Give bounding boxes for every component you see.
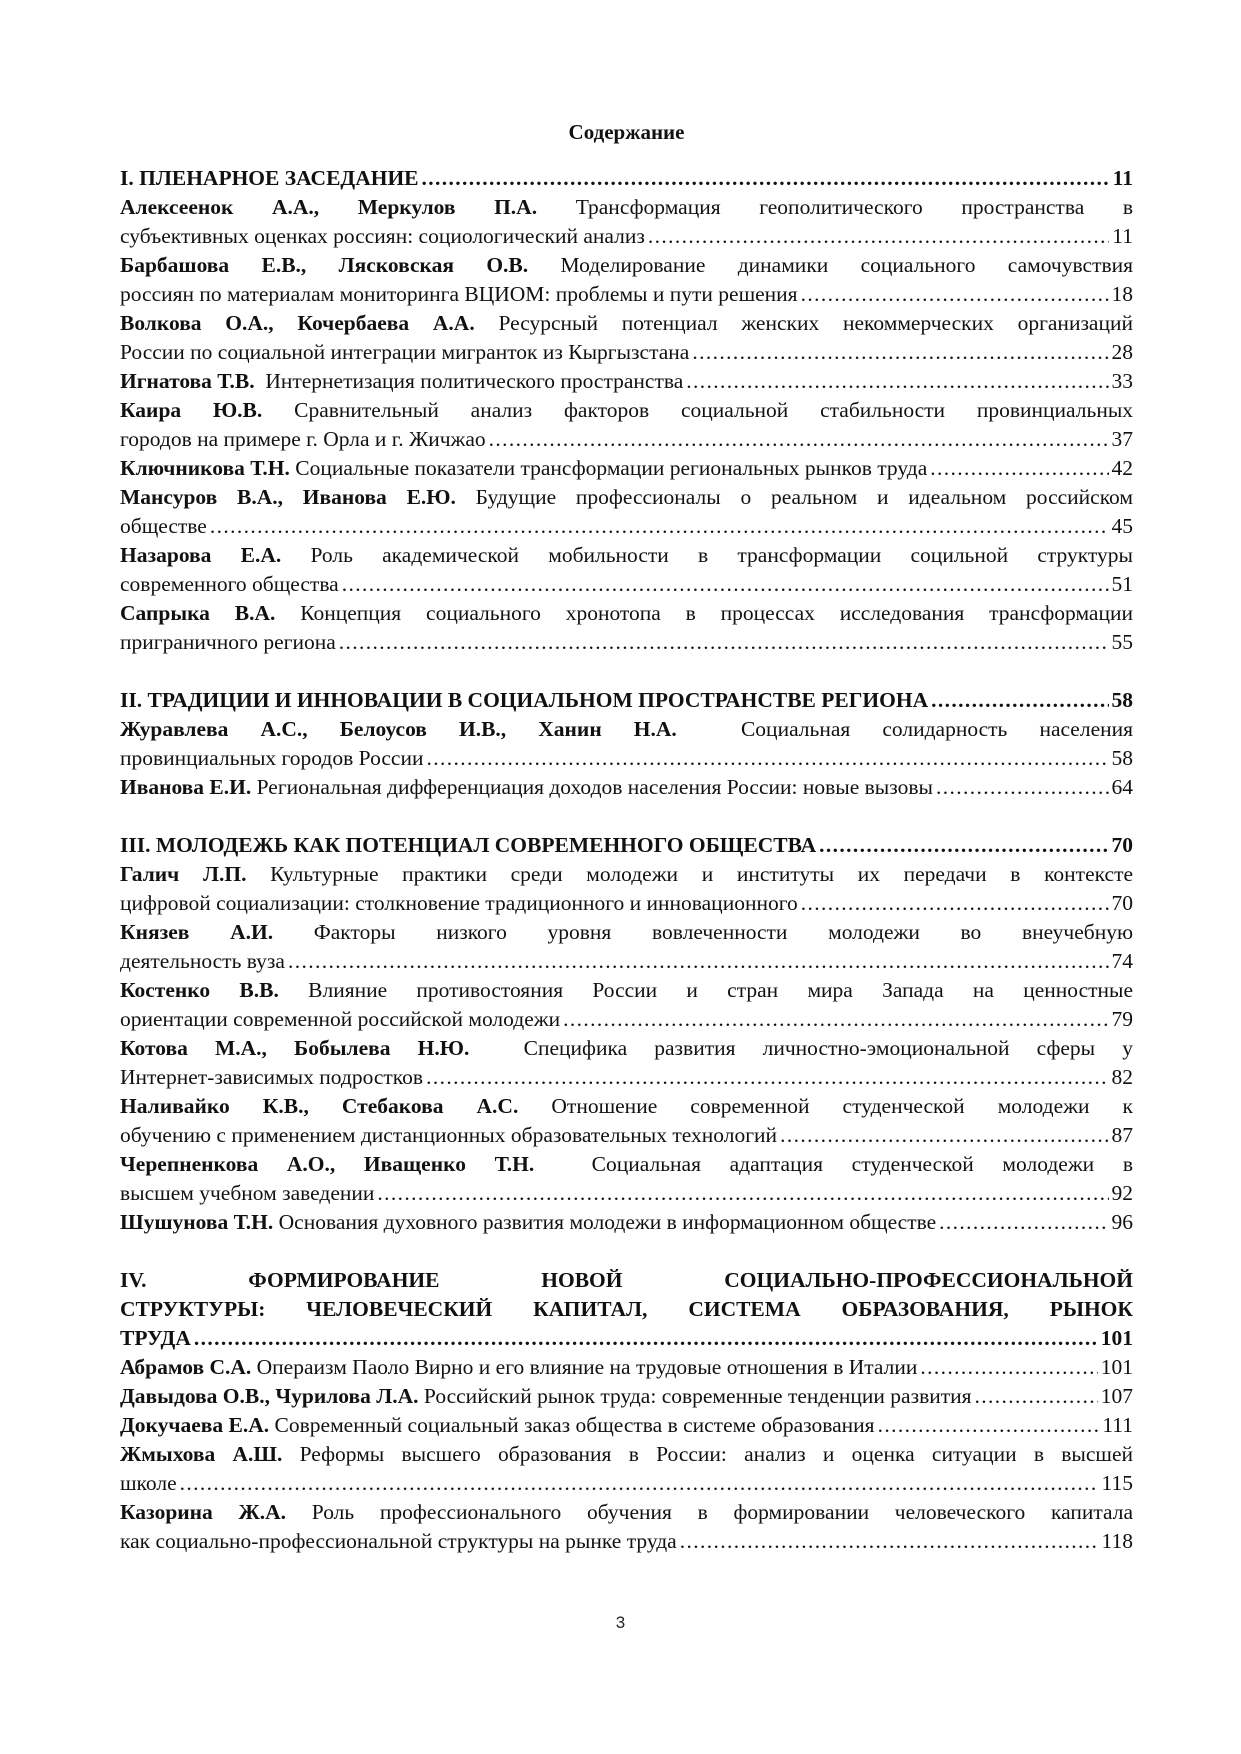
toc-entry[interactable] <box>120 599 1133 657</box>
entry-authors: Каира Ю.В. <box>120 398 263 422</box>
entry-authors: Назарова Е.А. <box>120 543 282 567</box>
leader-dots <box>426 1063 1108 1092</box>
entry-title-line2: россиян по материалам мониторинга ВЦИОМ: проблемы и пути решения <box>120 282 798 306</box>
entry-authors: Иванова Е.И. <box>120 775 252 799</box>
entry-title-line1: Моделирование динамики социального самочувствия <box>560 253 1134 277</box>
entry-title-line2: обществе <box>120 514 207 538</box>
entry-authors: Давыдова О.В., Чурилова Л.А. <box>120 1384 419 1408</box>
entry-authors: Абрамов С.А. <box>120 1355 252 1379</box>
entry-title-line2: России по социальной интеграции мигранток из Кыргызстана <box>120 340 690 364</box>
entry-title-line1: Роль профессионального обучения в формировании человеческого капитала <box>311 1500 1133 1524</box>
entry-title: Российский рынок труда: современные тенденции развития <box>423 1384 972 1408</box>
toc-entry[interactable] <box>120 1092 1133 1150</box>
entry-title-line2: цифровой социализации: столкновение традиционного и инновационного <box>120 891 798 915</box>
section-page: 101 <box>1100 1326 1133 1350</box>
section-page: 11 <box>1112 166 1133 190</box>
page-number: 3 <box>615 1613 626 1632</box>
entry-page: 107 <box>1100 1384 1133 1408</box>
entry-title-line2: приграничного региона <box>120 630 336 654</box>
section-heading[interactable] <box>120 1266 1133 1353</box>
entry-authors: Костенко В.В. <box>120 978 279 1002</box>
entry-title: Социальные показатели трансформации региональных рынков труда <box>295 456 928 480</box>
toc-entry[interactable] <box>120 483 1133 541</box>
entry-page: 58 <box>1111 746 1133 770</box>
toc-entry[interactable] <box>120 1440 1133 1498</box>
toc-entry[interactable] <box>120 976 1133 1034</box>
section-heading-text: I. ПЛЕНАРНОЕ ЗАСЕДАНИЕ <box>120 166 419 190</box>
entry-title-line1: Культурные практики среди молодежи и институты их передачи в контексте <box>270 862 1134 886</box>
entry-page: 96 <box>1111 1210 1133 1234</box>
leader-dots <box>342 570 1109 599</box>
entry-page: 118 <box>1101 1529 1133 1553</box>
entry-title: Операизм Паоло Вирно и его влияние на трудовые отношения в Италии <box>256 1355 918 1379</box>
section-heading-text: III. МОЛОДЕЖЬ КАК ПОТЕНЦИАЛ СОВРЕМЕННОГО ОБЩЕСТВА <box>120 833 817 857</box>
section-page: 70 <box>1111 833 1133 857</box>
leader-dots <box>878 1411 1100 1440</box>
entry-page: 64 <box>1111 775 1133 799</box>
entry-title-line2: как социально-профессиональной структуры на рынке труда <box>120 1529 677 1553</box>
entry-page: 11 <box>1112 224 1133 248</box>
entry-title-line1: Будущие профессионалы о реальном и идеальном российском <box>475 485 1134 509</box>
toc-section-2 <box>120 686 1133 802</box>
toc-entry[interactable] <box>120 1382 1133 1411</box>
toc-page <box>120 118 1133 1585</box>
entry-authors: Котова М.А., Бобылева Н.Ю. <box>120 1036 470 1060</box>
leader-dots <box>422 164 1110 193</box>
entry-title-line1: Влияние противостояния России и стран мира Запада на ценностные <box>308 978 1134 1002</box>
entry-authors: Шушунова Т.Н. <box>120 1210 274 1234</box>
entry-title-line2: обучению с применением дистанционных образовательных технологий <box>120 1123 778 1147</box>
toc-entry[interactable] <box>120 1208 1133 1237</box>
section-heading[interactable] <box>120 686 1133 715</box>
entry-title-line1: Отношение современной студенческой молодежи к <box>551 1094 1133 1118</box>
section-heading-line2: СТРУКТУРЫ: ЧЕЛОВЕЧЕСКИЙ КАПИТАЛ, СИСТЕМА ОБРАЗОВАНИЯ, РЫНОК <box>120 1297 1133 1321</box>
entry-authors: Наливайко К.В., Стебакова А.С. <box>120 1094 519 1118</box>
entry-authors: Казорина Ж.А. <box>120 1500 287 1524</box>
entry-page: 82 <box>1111 1065 1133 1089</box>
leader-dots <box>931 686 1108 715</box>
entry-authors: Игнатова Т.В. <box>120 369 255 393</box>
toc-entry[interactable] <box>120 715 1133 773</box>
entry-page: 55 <box>1111 630 1133 654</box>
entry-authors: Журавлева А.С., Белоусов И.В., Ханин Н.А. <box>120 717 677 741</box>
entry-title-line2: школе <box>120 1471 177 1495</box>
entry-title-line1: Ресурсный потенциал женских некоммерческих организаций <box>498 311 1133 335</box>
entry-title: Современный социальный заказ общества в системе образования <box>274 1413 875 1437</box>
entry-title-line1: Концепция социального хронотопа в процессах исследования трансформации <box>300 601 1133 625</box>
entry-page: 111 <box>1102 1413 1133 1437</box>
leader-dots <box>920 1353 1097 1382</box>
entry-title-line2: высшем учебном заведении <box>120 1181 375 1205</box>
toc-entry[interactable] <box>120 1353 1133 1382</box>
leader-dots <box>377 1179 1108 1208</box>
leader-dots <box>563 1005 1108 1034</box>
entry-title-line2: субъективных оценках россиян: социологический анализ <box>120 224 645 248</box>
entry-title-line1: Специфика развития личностно-эмоциональной сферы у <box>523 1036 1134 1060</box>
entry-authors: Волкова О.А., Кочербаева А.А. <box>120 311 475 335</box>
leader-dots <box>975 1382 1098 1411</box>
toc-entry[interactable] <box>120 860 1133 918</box>
entry-title-line1: Факторы низкого уровня вовлеченности молодежи во внеучебную <box>313 920 1134 944</box>
toc-entry[interactable] <box>120 773 1133 802</box>
entry-title-line1: Роль академической мобильности в трансформации социльной структуры <box>310 543 1133 567</box>
entry-title-line2: ориентации современной российской молодежи <box>120 1007 561 1031</box>
entry-page: 74 <box>1111 949 1133 973</box>
leader-dots <box>686 367 1108 396</box>
entry-title-line1: Социальная солидарность населения <box>740 717 1134 741</box>
section-page: 58 <box>1111 688 1133 712</box>
entry-authors: Барбашова Е.В., Лясковская О.В. <box>120 253 529 277</box>
entry-page: 42 <box>1111 456 1133 480</box>
leader-dots <box>210 512 1109 541</box>
leader-dots <box>692 338 1108 367</box>
toc-entry[interactable] <box>120 541 1133 599</box>
toc-entry[interactable] <box>120 1150 1133 1208</box>
entry-authors: Сапрыка В.А. <box>120 601 276 625</box>
toc-entry[interactable] <box>120 367 1133 396</box>
entry-title-line1: Сравнительный анализ факторов социальной стабильности провинциальных <box>294 398 1134 422</box>
section-heading-line1: IV. ФОРМИРОВАНИЕ НОВОЙ СОЦИАЛЬНО-ПРОФЕССИОНАЛЬНОЙ <box>120 1268 1133 1292</box>
entry-authors: Ключникова Т.Н. <box>120 456 290 480</box>
section-heading-text: II. ТРАДИЦИИ И ИННОВАЦИИ В СОЦИАЛЬНОМ ПРОСТРАНСТВЕ РЕГИОНА <box>120 688 929 712</box>
entry-page: 37 <box>1111 427 1133 451</box>
entry-title-line2: городов на примере г. Орла и г. Жичжао <box>120 427 486 451</box>
toc-entry[interactable] <box>120 454 1133 483</box>
leader-dots <box>780 1121 1108 1150</box>
toc-section-3 <box>120 831 1133 1237</box>
toc-entry[interactable] <box>120 251 1133 309</box>
entry-page: 70 <box>1111 891 1133 915</box>
leader-dots <box>819 831 1108 860</box>
toc-entry[interactable] <box>120 396 1133 454</box>
entry-page: 18 <box>1111 282 1133 306</box>
toc-entry[interactable] <box>120 193 1133 251</box>
leader-dots <box>680 1527 1099 1556</box>
toc-entry[interactable] <box>120 1411 1133 1440</box>
leader-dots <box>489 425 1109 454</box>
entry-page: 45 <box>1111 514 1133 538</box>
leader-dots <box>648 222 1109 251</box>
entry-page: 115 <box>1101 1471 1133 1495</box>
toc-entry[interactable] <box>120 309 1133 367</box>
entry-authors: Черепненкова А.О., Иващенко Т.Н. <box>120 1152 535 1176</box>
section-heading[interactable] <box>120 831 1133 860</box>
page-title: Содержание <box>568 120 685 144</box>
toc-section-4 <box>120 1266 1133 1556</box>
entry-title-line1: Трансформация геополитического пространства в <box>575 195 1133 219</box>
leader-dots <box>180 1469 1099 1498</box>
leader-dots <box>801 280 1109 309</box>
leader-dots <box>936 773 1109 802</box>
leader-dots <box>801 889 1109 918</box>
entry-page: 28 <box>1111 340 1133 364</box>
entry-title: Основания духовного развития молодежи в информационном обществе <box>278 1210 937 1234</box>
entry-title-line1: Реформы высшего образования в России: анализ и оценка ситуации в высшей <box>299 1442 1133 1466</box>
entry-page: 87 <box>1111 1123 1133 1147</box>
leader-dots <box>194 1324 1098 1353</box>
entry-title-line2: современного общества <box>120 572 339 596</box>
leader-dots <box>939 1208 1108 1237</box>
entry-authors: Князев А.И. <box>120 920 274 944</box>
toc-entry[interactable] <box>120 918 1133 976</box>
entry-title-line2: Интернет-зависимых подростков <box>120 1065 424 1089</box>
entry-authors: Докучаева Е.А. <box>120 1413 270 1437</box>
entry-title-line2: провинциальных городов России <box>120 746 424 770</box>
entry-page: 51 <box>1111 572 1133 596</box>
entry-page: 92 <box>1111 1181 1133 1205</box>
toc-section-1 <box>120 164 1133 657</box>
toc-entry[interactable] <box>120 1034 1133 1092</box>
toc-entry[interactable] <box>120 1498 1133 1556</box>
leader-dots <box>288 947 1109 976</box>
entry-authors: Мансуров В.А., Иванова Е.Ю. <box>120 485 456 509</box>
entry-authors: Алексеенок А.А., Меркулов П.А. <box>120 195 538 219</box>
entry-authors: Жмыхова А.Ш. <box>120 1442 283 1466</box>
entry-page: 79 <box>1111 1007 1133 1031</box>
entry-title: Интернетизация политического пространства <box>265 369 684 393</box>
entry-title-line2: деятельность вуза <box>120 949 285 973</box>
leader-dots <box>339 628 1109 657</box>
entry-page: 101 <box>1100 1355 1133 1379</box>
entry-title-line1: Социальная адаптация студенческой молодежи в <box>591 1152 1134 1176</box>
leader-dots <box>426 744 1108 773</box>
section-heading[interactable] <box>120 164 1133 193</box>
entry-page: 33 <box>1111 369 1133 393</box>
section-heading-line3: ТРУДА <box>120 1326 191 1350</box>
entry-title: Региональная дифференциация доходов населения России: новые вызовы <box>256 775 933 799</box>
leader-dots <box>930 454 1108 483</box>
entry-authors: Галич Л.П. <box>120 862 247 886</box>
